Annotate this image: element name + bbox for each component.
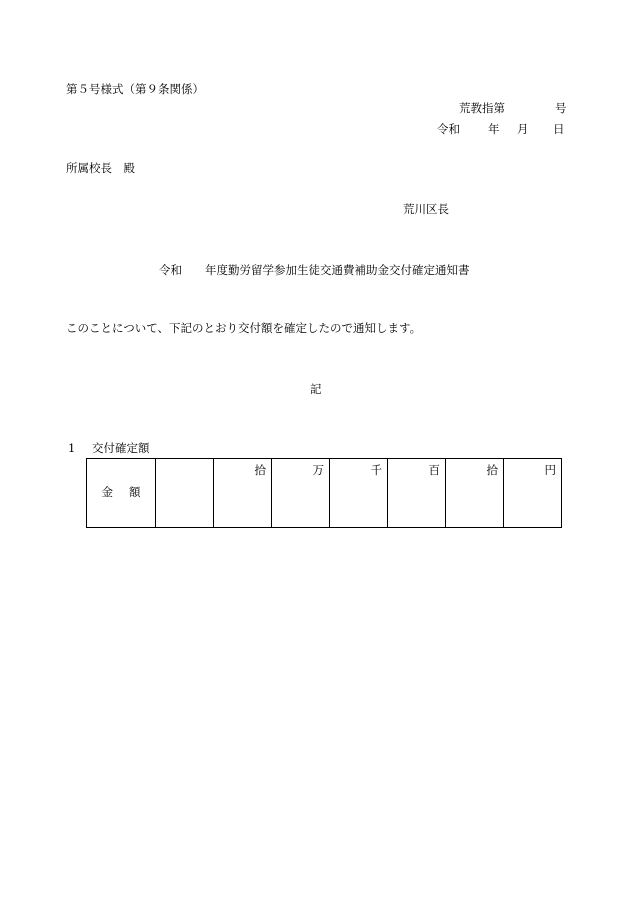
amount-table xyxy=(86,458,562,528)
digit-unit-label: 円 xyxy=(544,463,556,477)
digit-unit-label xyxy=(208,462,213,468)
amount-label-cell xyxy=(87,459,156,528)
digit-cell-thousand[interactable] xyxy=(330,459,388,528)
document-title: 年度勤労留学参加生徒交通費補助金交付確定通知書 xyxy=(205,263,470,277)
document-number-suffix: 号 xyxy=(555,101,567,115)
date-day-label: 日 xyxy=(553,122,565,136)
digit-unit-label: 千 xyxy=(370,463,382,477)
form-number: 第５号様式（第９条関係） xyxy=(66,82,204,96)
digit-cell-hundred-thousand[interactable] xyxy=(214,459,272,528)
date-month-label: 月 xyxy=(517,122,529,136)
digit-unit-label: 拾 xyxy=(486,463,498,477)
item-label: 交付確定額 xyxy=(92,441,150,455)
date-year-label: 年 xyxy=(488,122,500,136)
amount-label: 金額 xyxy=(101,485,157,500)
body-text: このことについて、下記のとおり交付額を確定したので通知します。 xyxy=(66,321,422,335)
digit-cell-blank[interactable] xyxy=(156,459,214,528)
digit-cell-ten-thousand[interactable] xyxy=(272,459,330,528)
digit-unit-label: 百 xyxy=(428,463,440,477)
addressee: 所属校長 殿 xyxy=(66,161,135,175)
digit-unit-label: 万 xyxy=(312,463,324,477)
document-number-label: 荒教指第 xyxy=(459,101,505,115)
item-number: 1 xyxy=(68,441,76,455)
title-era: 令和 xyxy=(159,263,182,277)
amount-row xyxy=(87,459,562,528)
issuer: 荒川区長 xyxy=(403,202,449,216)
ki-heading: 記 xyxy=(310,382,322,396)
digit-unit-label: 拾 xyxy=(254,463,266,477)
date-era: 令和 xyxy=(437,122,460,136)
digit-cell-hundred[interactable] xyxy=(388,459,446,528)
digit-cell-yen[interactable] xyxy=(504,459,562,528)
digit-cell-ten[interactable] xyxy=(446,459,504,528)
